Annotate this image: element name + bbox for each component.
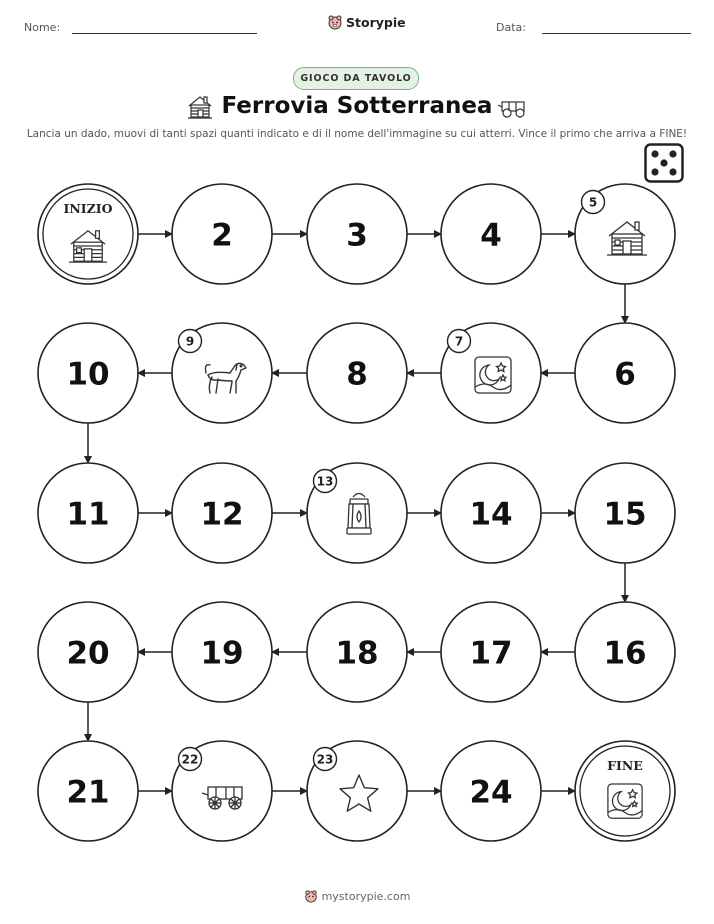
name-label: Nome:	[24, 21, 61, 34]
board-space-4[interactable]	[441, 184, 541, 284]
board-space-7[interactable]	[441, 323, 541, 423]
board-space-2[interactable]	[172, 184, 272, 284]
space-number: 17	[469, 635, 513, 672]
space-number-badge: 9	[185, 334, 195, 349]
board-space-3[interactable]	[307, 184, 407, 284]
space-number: 8	[346, 356, 368, 393]
space-number: 12	[200, 496, 244, 533]
finish-space[interactable]	[575, 741, 675, 841]
space-number: 15	[603, 496, 647, 533]
board-space-14[interactable]	[441, 463, 541, 563]
space-number: 19	[200, 635, 244, 672]
space-number: 16	[603, 635, 647, 672]
brand-name: Storypie	[346, 14, 406, 30]
board-space-13[interactable]	[307, 463, 407, 563]
footer-url: mystorypie.com	[321, 889, 411, 903]
space-number-badge: 23	[316, 752, 334, 767]
space-number: 2	[211, 217, 233, 254]
space-number-badge: 13	[316, 474, 334, 489]
finish-label: FINE	[607, 758, 643, 773]
board-space-16[interactable]	[575, 602, 675, 702]
space-number: 3	[346, 217, 368, 254]
space-number: 6	[614, 356, 636, 393]
board-space-23[interactable]	[307, 741, 407, 841]
space-number: 18	[335, 635, 379, 672]
board-space-11[interactable]	[38, 463, 138, 563]
board-space-18[interactable]	[307, 602, 407, 702]
board-space-15[interactable]	[575, 463, 675, 563]
board-space-24[interactable]	[441, 741, 541, 841]
space-number: 11	[66, 496, 110, 533]
board-space-6[interactable]	[575, 323, 675, 423]
board-space-5[interactable]	[575, 184, 675, 284]
space-number-badge: 7	[454, 334, 464, 349]
board-space-12[interactable]	[172, 463, 272, 563]
game-type-badge: GIOCO DA TAVOLO	[293, 67, 419, 90]
start-label: INIZIO	[63, 201, 113, 216]
page-title: Ferrovia Sotterranea	[221, 93, 493, 119]
board-space-8[interactable]	[307, 323, 407, 423]
lantern-icon	[347, 494, 371, 535]
space-number-badge: 5	[588, 195, 598, 210]
space-number: 24	[469, 774, 513, 811]
night-sky-icon	[608, 784, 642, 818]
space-number: 4	[480, 217, 502, 254]
start-space[interactable]	[38, 184, 138, 284]
space-number: 20	[66, 635, 110, 672]
instructions: Lancia un dado, muovi di tanti spazi quanti indicato e di il nome dell'immagine su cui atterri. Vince il primo che arriva a FINE!	[26, 128, 688, 140]
board-space-21[interactable]	[38, 741, 138, 841]
board-space-10[interactable]	[38, 323, 138, 423]
board-space-20[interactable]	[38, 602, 138, 702]
storypie-logo-icon	[304, 889, 318, 903]
space-number: 10	[66, 356, 110, 393]
space-number: 21	[66, 774, 110, 811]
space-number: 14	[469, 496, 513, 533]
board-space-9[interactable]	[172, 323, 272, 423]
date-label: Data:	[496, 21, 526, 34]
footer	[0, 889, 714, 903]
board-space-17[interactable]	[441, 602, 541, 702]
night-sky-icon	[475, 357, 511, 393]
board-space-19[interactable]	[172, 602, 272, 702]
space-number-badge: 22	[181, 752, 199, 767]
board-space-22[interactable]	[172, 741, 272, 841]
